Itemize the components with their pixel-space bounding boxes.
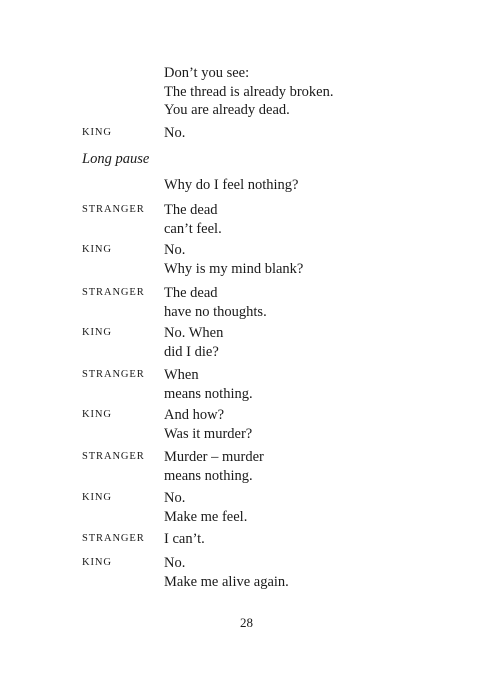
- dialogue-line: Make me alive again.: [164, 573, 289, 590]
- dialogue-line: Was it murder?: [164, 425, 253, 442]
- speaker-name: KING: [82, 409, 112, 420]
- dialogue-line: You are already dead.: [164, 102, 290, 118]
- dialogue-line: No. When: [164, 325, 224, 341]
- dialogue-line: means nothing.: [164, 467, 253, 484]
- dialogue-line: The thread is already broken.: [164, 83, 334, 100]
- dialogue-lines: [164, 530, 205, 549]
- speaker-name: KING: [82, 127, 112, 138]
- dialogue-line: When: [164, 367, 199, 383]
- speaker-name: STRANGER: [82, 451, 145, 462]
- dialogue-line: No.: [164, 125, 186, 141]
- dialogue-line: I can’t.: [164, 531, 205, 547]
- speaker-name: STRANGER: [82, 287, 145, 298]
- dialogue-line: means nothing.: [164, 385, 253, 402]
- stage-direction: Long pause: [82, 151, 150, 167]
- dialogue-line: Make me feel.: [164, 508, 248, 525]
- dialogue-line: No.: [164, 555, 186, 571]
- dialogue-lines: [164, 201, 222, 238]
- dialogue-line: The dead: [164, 285, 218, 301]
- dialogue-lines: [164, 64, 334, 120]
- dialogue-line: No.: [164, 490, 186, 506]
- dialogue-lines: [164, 406, 252, 443]
- dialogue-line: have no thoughts.: [164, 303, 267, 320]
- page-number: 28: [240, 615, 253, 630]
- dialogue-line: Why is my mind blank?: [164, 260, 304, 277]
- speaker-name: STRANGER: [82, 533, 145, 544]
- dialogue-line: No.: [164, 242, 186, 258]
- dialogue-lines: [164, 366, 253, 403]
- speaker-name: KING: [82, 557, 112, 568]
- dialogue-lines: [164, 176, 299, 195]
- dialogue-lines: [164, 448, 264, 485]
- speaker-name: KING: [82, 492, 112, 503]
- dialogue-lines: [164, 124, 185, 143]
- dialogue-lines: [164, 554, 289, 591]
- speaker-name: KING: [82, 327, 112, 338]
- dialogue-line: did I die?: [164, 343, 219, 360]
- dialogue-line: Murder – murder: [164, 449, 264, 465]
- dialogue-line: can’t feel.: [164, 220, 222, 237]
- dialogue-lines: [164, 241, 303, 278]
- dialogue-line: Why do I feel nothing?: [164, 177, 299, 193]
- dialogue-line: And how?: [164, 407, 225, 423]
- dialogue-lines: [164, 489, 247, 526]
- speaker-name: STRANGER: [82, 204, 145, 215]
- speaker-name: STRANGER: [82, 369, 145, 380]
- dialogue-lines: [164, 324, 223, 361]
- dialogue-line: Don’t you see:: [164, 65, 250, 81]
- dialogue-lines: [164, 284, 267, 321]
- dialogue-line: The dead: [164, 202, 218, 218]
- speaker-name: KING: [82, 244, 112, 255]
